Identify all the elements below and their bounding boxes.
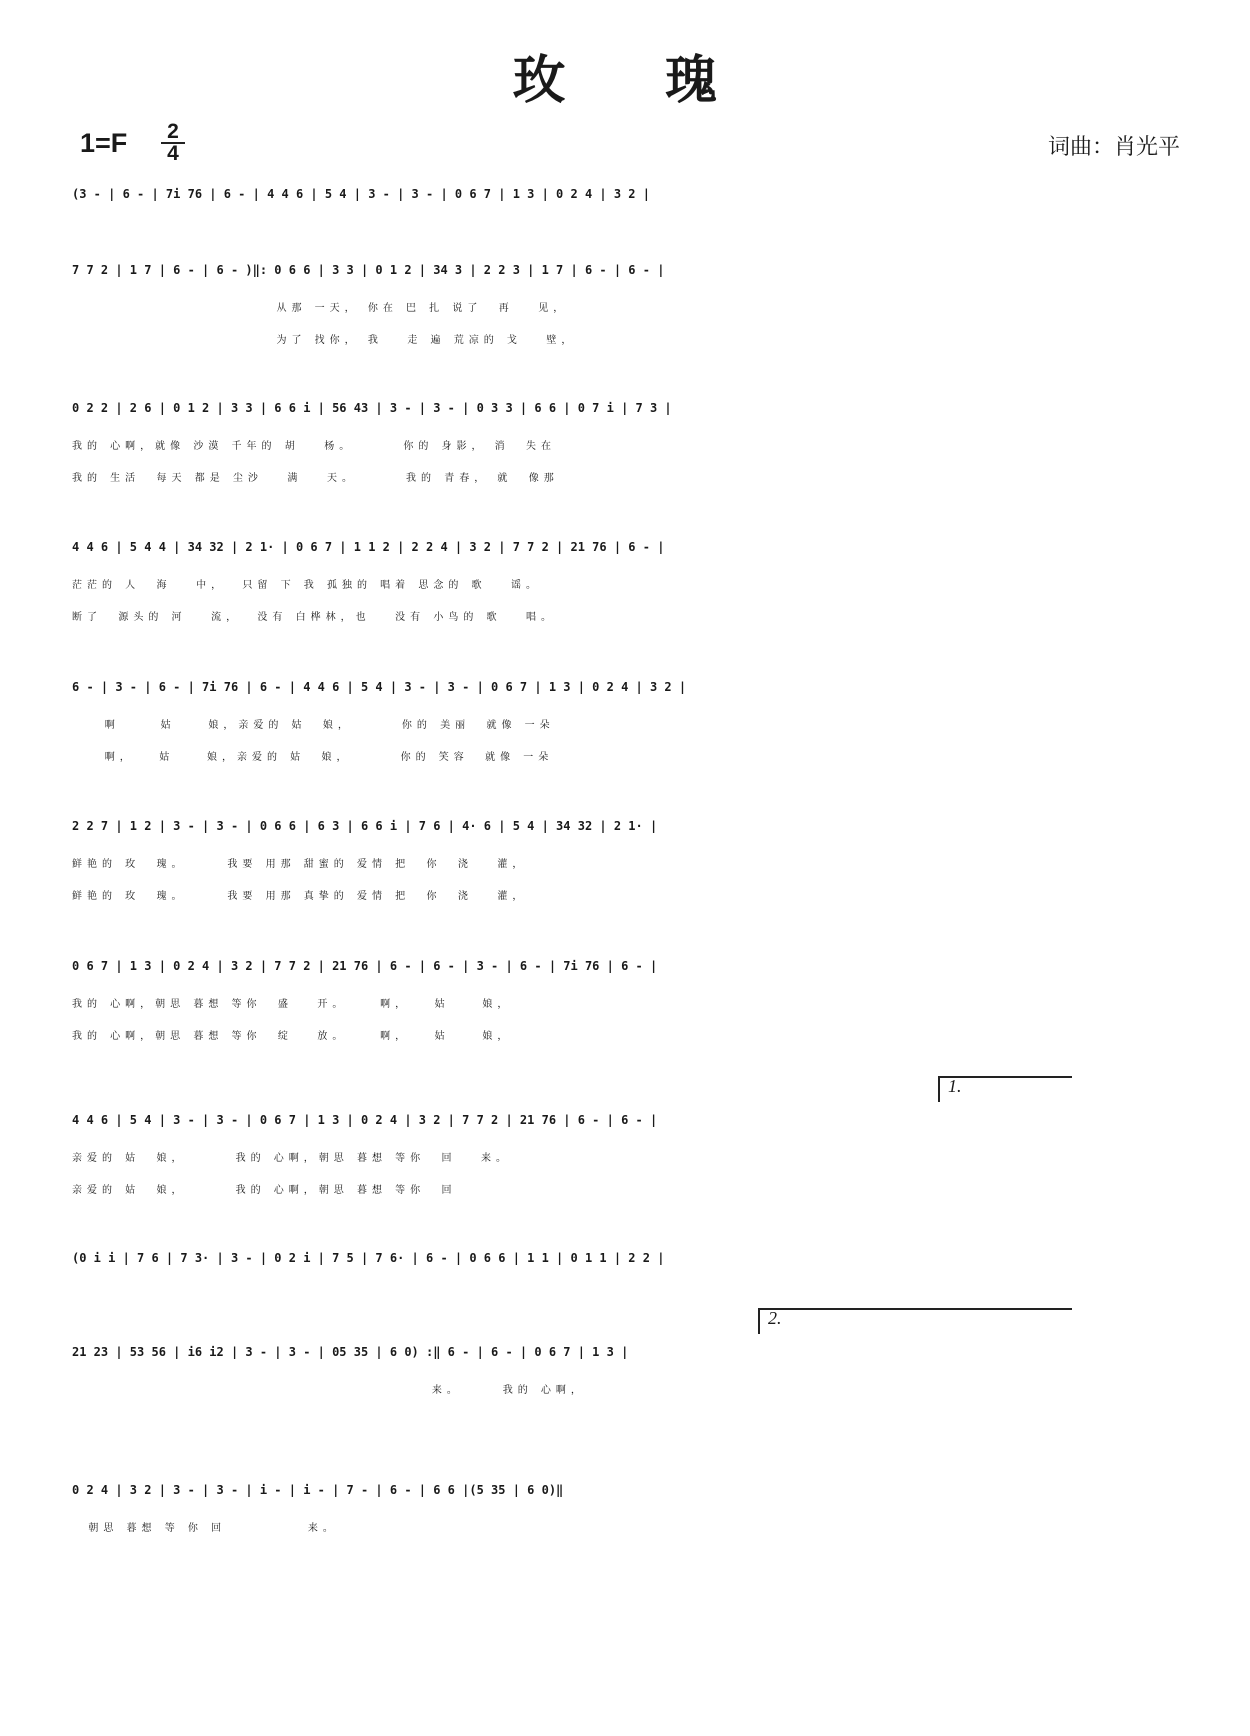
lyric-line-verse-1: 我的 心啊，朝思 暮想 等你 盛 开。 啊， 姑 娘， <box>72 999 513 1010</box>
lyric-line-verse-2: 我的 心啊，朝思 暮想 等你 绽 放。 啊， 姑 娘， <box>72 1031 513 1042</box>
lyric-line-verse-1: 亲爱的 姑 娘， 我的 心啊，朝思 暮想 等你 回 来。 <box>72 1153 512 1164</box>
music-line: 7 7 2 | 1 7 | 6 - | 6 - )‖: 0 6 6 | 3 3 | 0 1 2 | 34 3 | 2 2 3 | 1 7 | 6 - | 6 - | <box>72 263 665 277</box>
lyric-line-verse-2: 为了 找你， 我 走 遍 荒凉的 戈 壁， <box>72 335 577 346</box>
lyric-line-verse-2: 啊， 姑 娘，亲爱的 姑 娘， 你的 笑容 就像 一朵 <box>72 752 554 763</box>
key-signature: 1=F <box>80 128 128 158</box>
music-line: 0 6 7 | 1 3 | 0 2 4 | 3 2 | 7 7 2 | 21 76 | 6 - | 6 - | 3 - | 6 - | 7i 76 | 6 - | <box>72 959 658 973</box>
score-system <box>72 1468 1182 1544</box>
lyric-line-verse-1: 朝思 暮想 等 你 回 来。 <box>72 1523 338 1534</box>
lyric-line-verse-1: 来。 我的 心啊， <box>72 1385 586 1396</box>
title-char-2: 瑰 <box>665 50 738 111</box>
score-system <box>72 248 1182 356</box>
score-system <box>72 944 1182 1052</box>
lyric-line-verse-1: 茫茫的 人 海 中， 只留 下 我 孤独的 唱着 思念的 歌 谣。 <box>72 580 542 591</box>
lyricist-composer-credit: 词曲：肖光平 <box>1047 135 1180 160</box>
music-line: 4 4 6 | 5 4 4 | 34 32 | 2 1· | 0 6 7 | 1 1 2 | 2 2 4 | 3 2 | 7 7 2 | 21 76 | 6 - | <box>72 540 665 554</box>
lyric-line-verse-1: 鲜艳的 玫 瑰。 我要 用那 甜蜜的 爱情 把 你 浇 灌， <box>72 859 528 870</box>
lyric-line-verse-2: 亲爱的 姑 娘， 我的 心啊，朝思 暮想 等你 回 <box>72 1185 457 1196</box>
music-line: (3 - | 6 - | 7i 76 | 6 - | 4 4 6 | 5 4 | 3 - | 3 - | 0 6 7 | 1 3 | 0 2 4 | 3 2 | <box>72 187 650 201</box>
lyric-line-verse-1: 啊 姑 娘，亲爱的 姑 娘， 你的 美丽 就像 一朵 <box>72 720 555 731</box>
time-signature <box>161 122 185 164</box>
volta-label: 1. <box>948 1076 962 1096</box>
music-line: 0 2 2 | 2 6 | 0 1 2 | 3 3 | 6 6 i | 56 43 | 3 - | 3 - | 0 3 3 | 6 6 | 0 7 i | 7 3 | <box>72 401 672 415</box>
score-system <box>72 386 1182 494</box>
music-line: 2 2 7 | 1 2 | 3 - | 3 - | 0 6 6 | 6 3 | 6 6 i | 7 6 | 4· 6 | 5 4 | 34 32 | 2 1· | <box>72 819 658 833</box>
score-system <box>72 804 1182 912</box>
lyric-line-verse-1: 我的 心啊，就像 沙漠 千年的 胡 杨。 你的 身影， 消 失在 <box>72 441 557 452</box>
score-system <box>72 172 1182 216</box>
music-line: 6 - | 3 - | 6 - | 7i 76 | 6 - | 4 4 6 | 5 4 | 3 - | 3 - | 0 6 7 | 1 3 | 0 2 4 | 3 2 | <box>72 680 687 694</box>
score-system <box>72 525 1182 633</box>
score-system <box>72 665 1182 773</box>
score-system <box>72 1308 1182 1406</box>
lyric-line-verse-1: 从那 一天， 你在 巴 扎 说了 再 见， <box>72 303 569 314</box>
title-char-1: 玫 <box>512 50 585 111</box>
volta-label: 2. <box>768 1308 782 1328</box>
time-signature-bottom: 4 <box>167 142 179 165</box>
score-system <box>72 1236 1182 1280</box>
score-system <box>72 1076 1182 1206</box>
music-line: 4 4 6 | 5 4 | 3 - | 3 - | 0 6 7 | 1 3 | 0 2 4 | 3 2 | 7 7 2 | 21 76 | 6 - | 6 - | <box>72 1113 658 1127</box>
music-line: 21 23 | 53 56 | i6 i2 | 3 - | 3 - | 05 35 | 6 0) :‖ 6 - | 6 - | 0 6 7 | 1 3 | <box>72 1345 629 1359</box>
time-signature-top: 2 <box>161 122 185 144</box>
music-line: 0 2 4 | 3 2 | 3 - | 3 - | i - | i - | 7 - | 6 - | 6 6 |(5 35 | 6 0)‖ <box>72 1483 564 1497</box>
music-line: (0 i i | 7 6 | 7 3· | 3 - | 0 2 i | 7 5 | 7 6· | 6 - | 0 6 6 | 1 1 | 0 1 1 | 2 2 | <box>72 1251 665 1265</box>
lyric-line-verse-2: 我的 生活 每天 都是 尘沙 满 天。 我的 青春， 就 像那 <box>72 473 559 484</box>
lyric-line-verse-2: 断了 源头的 河 流， 没有 白桦林，也 没有 小鸟的 歌 唱。 <box>72 612 557 623</box>
song-title <box>0 38 1250 113</box>
lyric-line-verse-2: 鲜艳的 玫 瑰。 我要 用那 真挚的 爱情 把 你 浇 灌， <box>72 891 528 902</box>
